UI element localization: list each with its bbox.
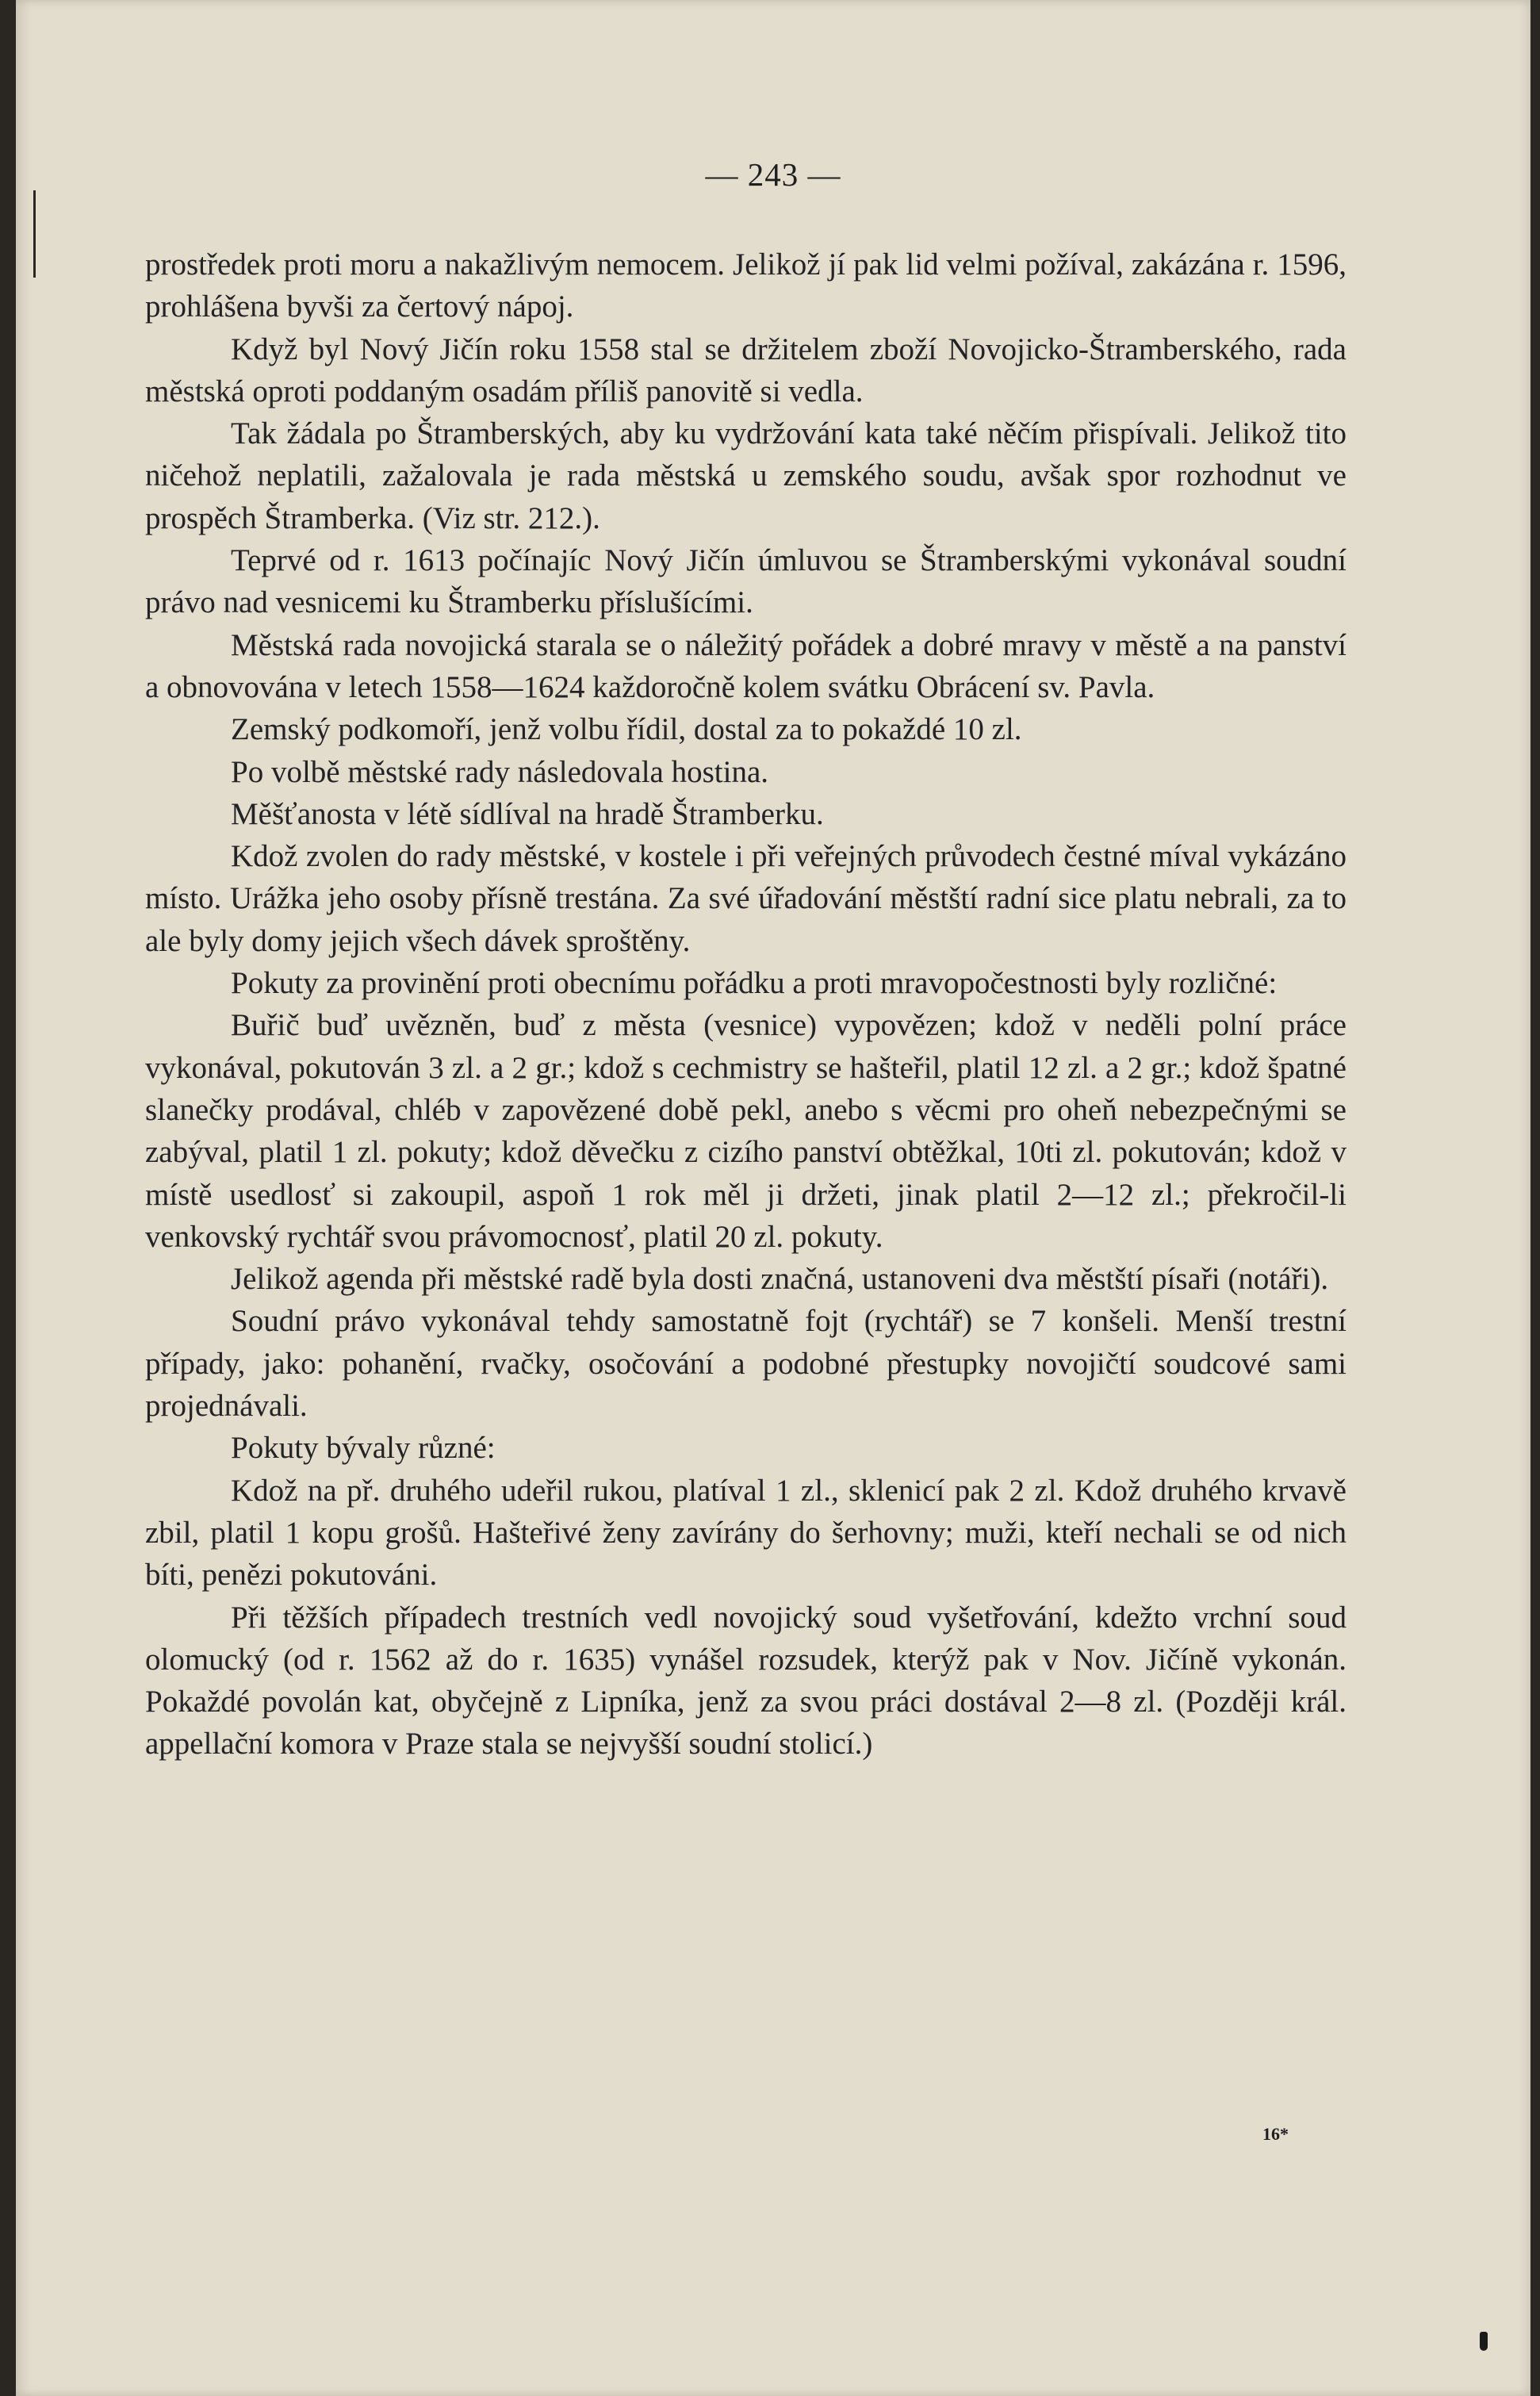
corner-mark [1480,2332,1488,2351]
paragraph: Zemský podkomoří, jenž volbu řídil, dostal za to pokaždé 10 zl. [231,712,1022,747]
paragraph: Po volbě městské rady následovala hostina. [231,754,769,789]
paragraph: Pokuty za provinění proti obecnímu pořádku a proti mravopočestnosti byly rozličné: [231,966,1278,1001]
paragraph: Pokuty bývaly různé: [231,1431,496,1466]
paragraph: Když byl Nový Jičín roku 1558 stal se držitelem zboží Novojicko-Štramberského, rada městská oproti poddaným osadám příliš panovitě si vedla. [145,332,1347,408]
signature-mark: 16* [1262,2124,1289,2144]
book-page [16,0,1530,2396]
body-text [145,243,1347,1765]
paragraph: Kdož na př. druhého udeřil rukou, platíval 1 zl., sklenicí pak 2 zl. Kdož druhého krvavě zbil, platil 1 kopu grošů. Hašteřivé ženy zavírány do šerhovny; muži, kteří nechali se od nich bíti, penězi pokutováni. [145,1473,1347,1593]
paragraph: Buřič buď uvězněn, buď z města (vesnice) vypovězen; kdož v neděli polní práce vykonával, pokutován 3 zl. a 2 gr.; kdož s cechmistry se hašteřil, platil 12 zl. a 2 gr.; kdož špatné slanečky prodával, chléb v zapovězené době pekl, anebo s věcmi pro oheň nebezpečnými se zabýval, platil 1 zl. pokuty; kdož děvečku z cizího panství obtěžkal, 10ti zl. pokutován; kdož v místě usedlosť si zakoupil, aspoň 1 rok měl ji držeti, jinak platil 2—12 zl.; překročil-li venkovský rychtář svou právomocnosť, platil 20 zl. pokuty. [145,1008,1347,1254]
paragraph: Městská rada novojická starala se o náležitý pořádek a dobré mravy v městě a na panství a obnovována v letech 1558—1624 každoročně kolem svátku Obrácení sv. Pavla. [145,627,1347,704]
paragraph: Měšťanosta v létě sídlíval na hradě Štramberku. [231,796,824,831]
paragraph: Teprvé od r. 1613 počínajíc Nový Jičín úmluvou se Štramberskými vykonával soudní právo nad vesnicemi ku Štramberku příslušícími. [145,543,1347,620]
spine-mark [33,190,36,278]
paragraph: Kdož zvolen do rady městské, v kostele i při veřejných průvodech čestné míval vykázáno místo. Urážka jeho osoby přísně trestána. Za své úřadování městští radní sice platu nebrali, za to ale byly domy jejich všech dávek sproštěny. [145,839,1347,958]
paragraph: prostředek proti moru a nakažlivým nemocem. Jelikož jí pak lid velmi požíval, zakázána r. 1596, prohlášena byvši za čertový nápoj. [145,247,1347,324]
paragraph: Jelikož agenda při městské radě byla dosti značná, ustanoveni dva městští písaři (notáři). [231,1262,1329,1297]
paragraph: Při těžších případech trestních vedl novojický soud vyšetřování, kdežto vrchní soud olomucký (od r. 1562 až do r. 1635) vynášel rozsudek, kterýž pak v Nov. Jičíně vykonán. Pokaždé povolán kat, obyčejně z Lipníka, jenž za svou práci dostával 2—8 zl. (Později král. appellační komora v Praze stala se nejvyšší soudní stolicí.) [145,1600,1347,1762]
paragraph: Tak žádala po Štramberských, aby ku vydržování kata také něčím přispívali. Jelikož tito ničehož neplatili, zažalovala je rada městská u zemského soudu, avšak spor rozhodnut ve prospěch Štramberka. (Viz str. 212.). [145,416,1347,535]
paragraph: Soudní právo vykonával tehdy samostatně fojt (rychtář) se 7 konšeli. Menší trestní případy, jako: pohanění, rvačky, osočování a podobné přestupky novojičtí soudcové sami projednávali. [145,1304,1347,1424]
page-number: — 243 — [705,156,841,193]
